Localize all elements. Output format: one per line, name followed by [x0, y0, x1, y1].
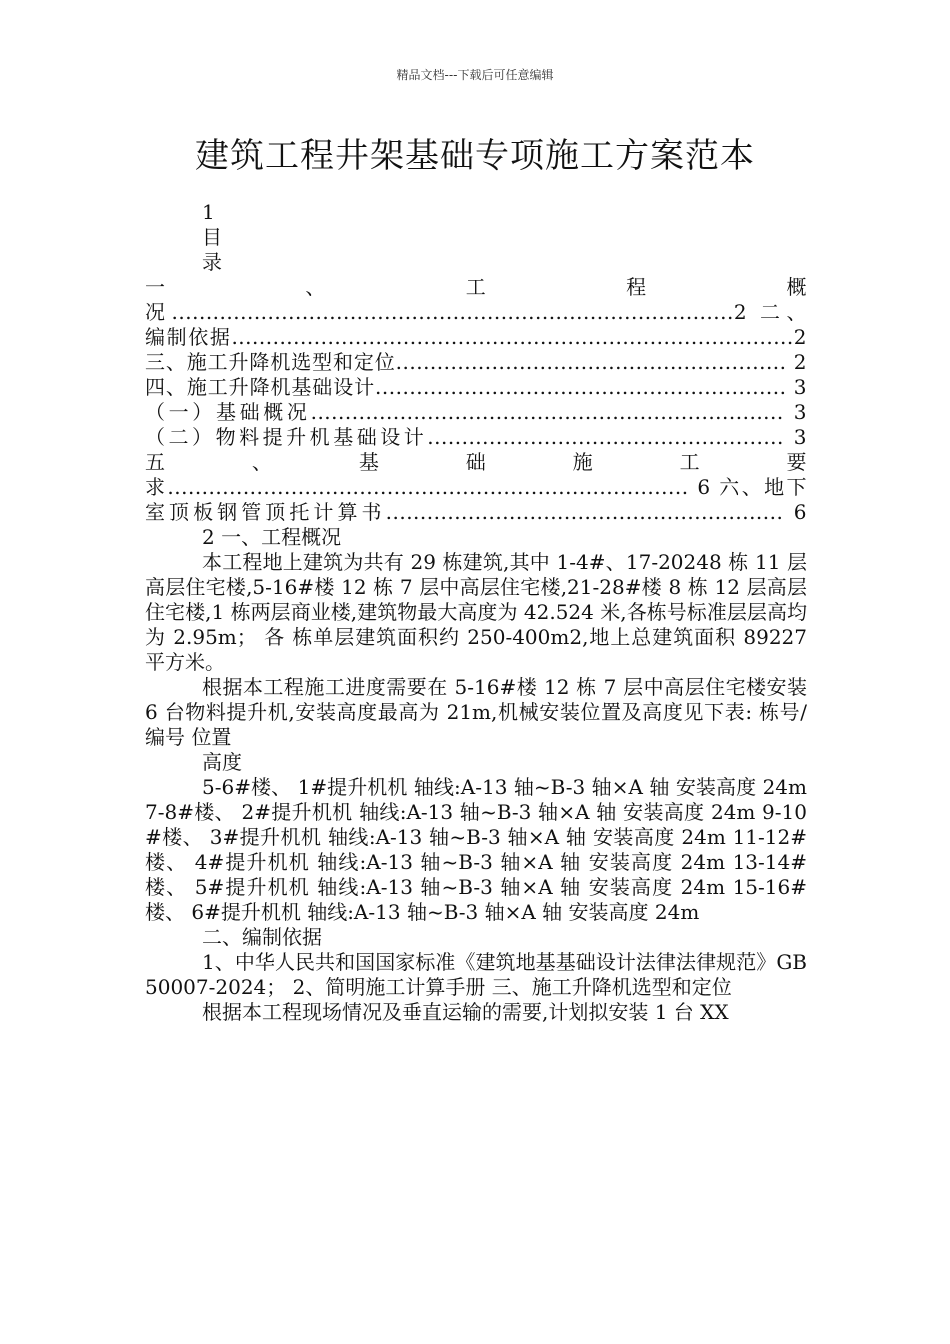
toc-page-number: 1: [202, 200, 215, 224]
toc-heading-char-2: 录: [202, 250, 222, 274]
toc-heading-char-1: 目: [202, 225, 222, 249]
section-2-paragraph-1: 1、中华人民共和国国家标准《建筑地基基础设计法律法律规范》GB50007-2024； 2、简明施工计算手册 三、施工升降机选型和定位: [145, 950, 807, 999]
document-title: 建筑工程井架基础专项施工方案范本: [195, 136, 755, 176]
section-1-heading: 2 一、工程概况: [202, 525, 342, 549]
page-header: 精品文档---下载后可任意编辑: [396, 68, 554, 82]
section-1-paragraph-2: 根据本工程施工进度需要在 5-16#楼 12 栋 7 层中高层住宅楼安装 6 台物料提升机,安装高度最高为 21m,机械安装位置及高度见下表: 栋号/编号 位置: [145, 675, 807, 749]
section-1-paragraph-3: 高度: [202, 750, 242, 774]
section-1-paragraph-1: 本工程地上建筑为共有 29 栋建筑,其中 1-4#、17-20248 栋 11 层高层住宅楼,5-16#楼 12 栋 7 层中高层住宅楼,21-28#楼 8 栋 12 层高层住宅楼,1 栋两层商业楼,建筑物最大高度为 42.524 米,各栋号标准层层高均为 2.95m； 各 栋单层建筑面积约 250-400m2,地上总建筑面积 89227 平方米。: [145, 550, 807, 674]
table-of-contents: 一、工程概况..................................................................................2 二、编制依据..................................................................................2 三、施工升降机选型和定位......................................................... 2 四、施工升降机基础设计............................................................ 3 （一）基础概况..................................................................... 3 （二）物料提升机基础设计.................................................... 3 五、基础施工要求............................................................................ 6 六、地下室顶板钢管顶托计算书.......................................................... 6: [145, 275, 807, 524]
section-2-heading: 二、编制依据: [202, 925, 322, 949]
document-body: [145, 200, 807, 1025]
section-3-paragraph-1: 根据本工程现场情况及垂直运输的需要,计划拟安装 1 台 XX: [202, 1000, 729, 1024]
section-1-elevator-list: 5-6#楼、 1#提升机机 轴线:A-13 轴~B-3 轴×A 轴 安装高度 24m 7-8#楼、 2#提升机机 轴线:A-13 轴~B-3 轴×A 轴 安装高度 24m 9-10#楼、 3#提升机机 轴线:A-13 轴~B-3 轴×A 轴 安装高度 24m 11-12#楼、 4#提升机机 轴线:A-13 轴~B-3 轴×A 轴 安装高度 24m 13-14#楼、 5#提升机机 轴线:A-13 轴~B-3 轴×A 轴 安装高度 24m 15-16#楼、 6#提升机机 轴线:A-13 轴~B-3 轴×A 轴 安装高度 24m: [145, 775, 807, 924]
